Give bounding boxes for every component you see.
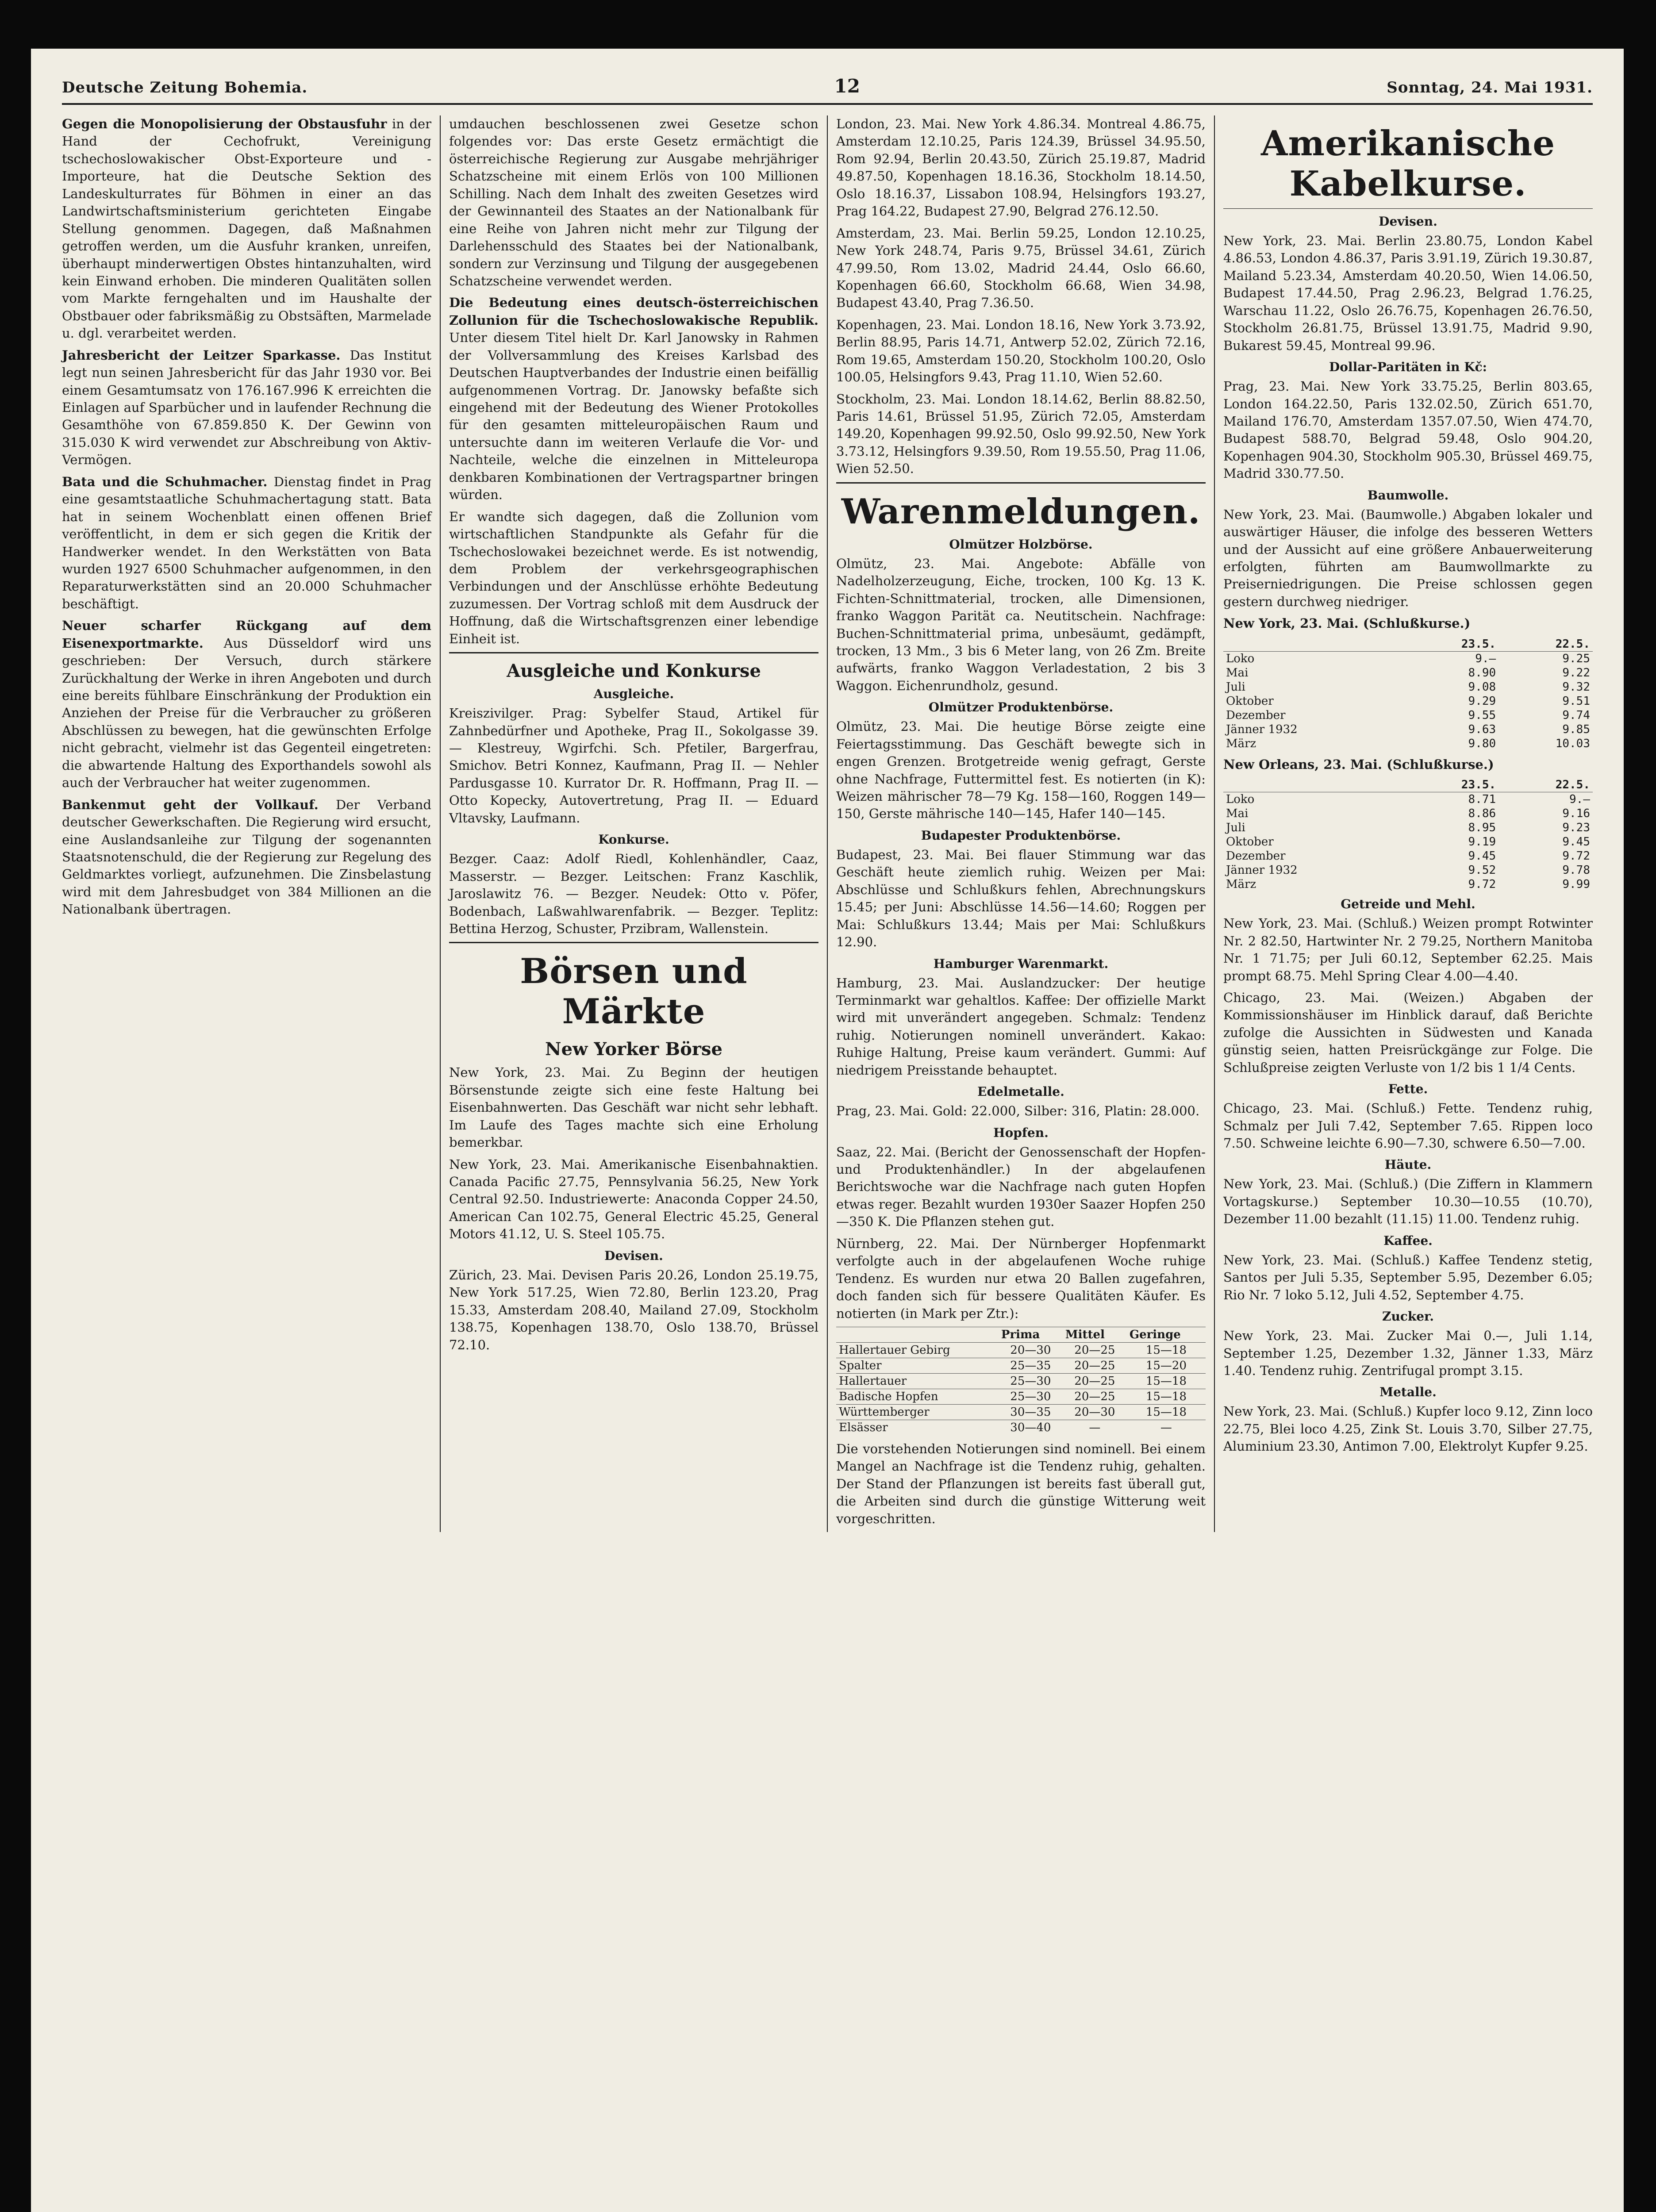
article-body: Olmütz, 23. Mai. Die heutige Börse zeigte eine Feiertagsstimmung. Das Geschäft bewegte sich in engen Grenzen. Brotgetreide wenig gefragt, Gerste ohne Nachfrage, Futtermittel fest. Es notierten (in K): Weizen mährischer 78—79 Kg. 158—160, Roggen 149—150, Gerste mährische 140—145, Hafer 140—145. <box>836 719 1206 822</box>
table-cell: Oktober <box>1226 694 1274 708</box>
table-cell: 20—30 <box>999 1342 1063 1358</box>
table-row <box>1223 722 1593 737</box>
article-body: Er wandte sich dagegen, daß die Zollunion vom wirtschaftlichen Standpunkte als Gefahr für die Tschechoslowakei bezeichnet werde. Es ist notwendig, dem Problem der verkehrsgeographischen Verbindungen und der Anschlüsse erhöhte Bedeutung zuzumessen. Der Vortrag schloß mit dem Ausdruck der Hoffnung, daß die Wirtschaftsgrenzen einer lebendige Einheit ist. <box>449 509 818 646</box>
table-cell: 20—25 <box>1063 1373 1127 1389</box>
table-row <box>1223 792 1593 807</box>
table-row <box>836 1342 1206 1358</box>
table-cell: 9.32 <box>1562 680 1590 694</box>
table-cell: 9.45 <box>1562 835 1590 849</box>
subsection-heading: Ausgleiche. <box>593 687 674 702</box>
article-body: London, 23. Mai. New York 4.86.34. Montreal 4.86.75, Amsterdam 12.10.25, Paris 124.39, Brüssel 34.95.50, Rom 92.94, Berlin 20.43.50, Zürich 25.19.87, Madrid 49.87.50, Kopenhagen 18.16.36, Stockholm 18.14.50, Oslo 18.16.37, Lissabon 108.94, Helsingfors 193.27, Prag 164.22, Budapest 27.90, Belgrad 276.12.50. <box>836 116 1206 219</box>
table-caption: New Orleans, 23. Mai. (Schlußkurse.) <box>1223 757 1494 772</box>
subsection-heading: Olmützer Holzbörse. <box>949 537 1093 552</box>
table-row <box>1223 666 1593 680</box>
article-lead: Gegen die Monopolisierung der Obstausfuhr <box>62 116 387 131</box>
table-cell: 9.23 <box>1562 821 1590 835</box>
article-body: New York, 23. Mai. (Schluß.) Kaffee Tendenz stetig, Santos per Juli 5.35, September 5.95, Dezember 6.05; Rio Nr. 7 loko 5.12, Juli 4.52, September 4.75. <box>1223 1252 1593 1302</box>
article <box>62 617 431 791</box>
subsection-heading: Devisen. <box>604 1248 663 1263</box>
column-2 <box>449 115 818 1532</box>
section-heading: Börsen und Märkte <box>520 951 748 1032</box>
table-header: 22.5. <box>1498 778 1593 792</box>
article <box>449 294 818 503</box>
article-body: umdauchen beschlossenen zwei Gesetze schon folgendes vor: Das erste Gesetz ermächtigt die österreichische Regierung zur Ausgabe mehrjähriger Schatzscheine mit einem Erlös von 100 Millionen Schilling. Nach dem Inhalt des zweiten Gesetzes wird der Gewinnanteil des Staates an der Nationalbank für eine Reihe von Jahren nicht mehr zur Tilgung der Darlehensschuld des Staates bei der Nationalbank, sondern zur Verzinsung und Tilgung der ausgegebenen Schatzscheine verwendet werden. <box>449 116 818 288</box>
table-row <box>1223 737 1593 751</box>
table-cell: Badische Hopfen <box>836 1389 999 1404</box>
table-cell: 9.72 <box>1468 878 1496 891</box>
table-cell: 9.51 <box>1562 694 1590 708</box>
table-cell: 15—18 <box>1127 1389 1206 1404</box>
table-cell: Hallertauer <box>836 1373 999 1389</box>
table-header: 23.5. <box>1404 637 1498 652</box>
article-body: Das Institut legt nun seinen Jahresbericht für das Jahr 1930 vor. Bei einem Gesamtumsatz von 176.167.996 K erreichten die Einlagen auf Sparbücher und in laufender Rechnung die Gesamthöhe von 67.859.850 K. Der Gewinn von 315.030 K wird verwendet zur Abschreibung von Aktiv-Vermögen. <box>62 347 432 468</box>
article-body: Stockholm, 23. Mai. London 18.14.62, Berlin 88.82.50, Paris 14.61, Brüssel 51.95, Zürich 72.05, Amsterdam 149.20, Kopenhagen 99.92.50, Oslo 99.92.50, New York 3.73.12, Helsingfors 9.39.50, Rom 19.55.50, Prag 11.06, Wien 52.50. <box>836 391 1206 476</box>
issue-date: Sonntag, 24. Mai 1931. <box>1387 79 1593 96</box>
table-header-row <box>1223 637 1593 652</box>
table-cell: 8.90 <box>1468 666 1496 680</box>
table-cell: 9.16 <box>1562 807 1590 821</box>
table-cell: 9.29 <box>1468 694 1496 708</box>
subsection-heading: Häute. <box>1384 1157 1432 1172</box>
article-body: Nürnberg, 22. Mai. Der Nürnberger Hopfenmarkt verfolgte auch in der abgelaufenen Woche ruhige Tendenz. Es wurden nur etwa 20 Ballen zugefahren, doch fanden sich für bessere Qualitäten Käufer. Es notierten (in Mark per Ztr.): <box>836 1236 1206 1321</box>
masthead <box>62 75 1593 105</box>
article <box>62 347 431 469</box>
table-cell: Dezember <box>1226 849 1286 863</box>
article-body: Der Verband deutscher Gewerkschaften. Die Regierung wird ersucht, eine Auslandsanleihe zur Tilgung der sogenannten Staatsnotenschuld, die der Regierung zur Regelung des Geldmarktes vorliegt, aufzunehmen. Die Zinsbelastung wird mit dem Jahresbudget von 384 Millionen an die Nationalbank übertragen. <box>62 797 431 917</box>
table-cell: 25—30 <box>999 1373 1063 1389</box>
subsection-heading: Baumwolle. <box>1367 488 1449 503</box>
cotton-neworleans-table <box>1223 778 1593 891</box>
table-cell: Mai <box>1226 807 1249 821</box>
page-number: 12 <box>834 75 860 97</box>
table-cell: 20—25 <box>1063 1342 1127 1358</box>
table-cell: Elsässer <box>836 1420 999 1435</box>
table-cell: 9.— <box>1475 652 1496 665</box>
article-body: Die vorstehenden Notierungen sind nominell. Bei einem Mangel an Nachfrage ist die Tendenz ruhig, gehalten. Der Stand der Pflanzungen ist bereits fast überall gut, die Arbeiten sind durch die günstige Witterung weit vorgeschritten. <box>836 1441 1206 1526</box>
article <box>62 796 431 918</box>
article-body: Aus Düsseldorf wird uns geschrieben: Der Versuch, durch stärkere Zurückhaltung der Werke in ihren Angeboten und durch eine bereits fühlbare Einschränkung der Produktion ein Anziehen der Preise für die Verbraucher zu größeren Abschlüssen zu bewegen, hat die gewünschten Erfolge nicht gebracht, vielmehr ist das Gegenteil eingetreten: die abwartende Haltung des Exporthandels sowohl als auch der Verbraucher hat weiter zugenommen. <box>62 635 431 791</box>
article-lead: Die Bedeutung eines deutsch-österreichischen Zollunion für die Tschechoslowakische Republik. <box>449 295 818 328</box>
article-body: New York, 23. Mai. (Baumwolle.) Abgaben lokaler und auswärtiger Häuser, die infolge des besseren Wetters und der Aussicht auf eine größere Anbauerweiterung erfolgten, führten am Baumwollmarkte zu Preiserniedrigungen. Die Preise schlossen gegen gestern durchweg niedriger. <box>1223 507 1593 609</box>
table-cell: Hallertauer Gebirg <box>836 1342 999 1358</box>
table-row <box>836 1373 1206 1389</box>
table-cell: 9.19 <box>1468 835 1496 849</box>
article-body: Olmütz, 23. Mai. Angebote: Abfälle von Nadelholzerzeugung, Eiche, trocken, 100 Kg. 13 K. Fichten-Schnittmaterial, trocken, alle Dimensionen, franko Waggon Parität ca. Neutitschein. Nachfrage: Buchen-Schnittmaterial prima, unbesäumt, gedämpft, trocken, 13 Mm., 3 bis 6 Meter lang, von 26 Zm. Breite aufwärts, franko Waggon Verladestation, 2 bis 3 Waggon. Eichenrundholz, gesund. <box>836 556 1206 693</box>
article-body: New York, 23. Mai. (Schluß.) Kupfer loco 9.12, Zinn loco 22.75, Blei loco 4.25, Zink St. Louis 3.70, Silber 27.75, Aluminium 23.30, Antimon 7.00, Elektrolyt Kupfer 9.25. <box>1223 1404 1593 1454</box>
article-lead: Neuer scharfer Rückgang auf dem Eisenexportmarkte. <box>62 618 431 651</box>
subsection-heading: Fette. <box>1388 1082 1428 1097</box>
article-body: Prag, 23. Mai. New York 33.75.25, Berlin 803.65, London 164.22.50, Paris 132.02.50, Zürich 651.70, Mailand 176.70, Amsterdam 1357.07.50, Wien 474.70, Budapest 588.70, Belgrad 59.48, Oslo 904.20, Kopenhagen 904.30, Stockholm 905.30, Brüssel 469.75, Madrid 330.77.50. <box>1223 379 1593 481</box>
table-cell: 9.52 <box>1468 864 1496 877</box>
article-body: Amsterdam, 23. Mai. Berlin 59.25, London 12.10.25, New York 248.74, Paris 9.75, Brüssel 34.61, Zürich 47.99.50, Rom 13.02, Madrid 24.44, Oslo 66.60, Kopenhagen 66.60, Stockholm 66.68, Wien 34.98, Budapest 43.40, Prag 7.36.50. <box>836 225 1206 311</box>
table-row <box>1223 708 1593 722</box>
table-cell: Dezember <box>1226 708 1286 722</box>
article-body: New York, 23. Mai. Zucker Mai 0.—, Juli 1.14, September 1.25, Dezember 1.32, Jänner 1.33, März 1.40. Tendenz ruhig. Zentrifugal prompt 3.15. <box>1223 1328 1593 1378</box>
table-header-row <box>836 1327 1206 1342</box>
table-cell: 30—35 <box>999 1404 1063 1420</box>
article-body: in der Hand der Cechofrukt, Vereinigung tschechoslowakischer Obst-Exporteure und -Importeure, hat die Deutsche Sektion des Landeskulturrates für Böhmen in einer an das Landwirtschaftsministerium gerichteten Eingabe Stellung genommen. Dagegen, daß Maßnahmen getroffen werden, um die Ausfuhr kranken, unreifen, überhaupt minderwertigen Obstes hintanzuhalten, wird kein Einwand erhoben. Die minderen Qualitäten sollen vom Markte ferngehalten und im Haushalte der Obstbauer oder fabriksmäßig zu Obstsäften, Marmelade u. dgl. verarbeitet werden. <box>62 116 431 341</box>
subsection-heading: Hamburger Warenmarkt. <box>933 956 1109 971</box>
divider <box>836 482 1206 484</box>
article-body: New York, 23. Mai. Zu Beginn der heutigen Börsenstunde zeigte sich eine feste Haltung bei Eisenbahnwerten. Das Geschäft war nicht sehr lebhaft. Im Laufe des Tages machte sich eine Erholung bemerkbar. <box>449 1065 818 1150</box>
table-caption: New York, 23. Mai. (Schlußkurse.) <box>1223 616 1471 631</box>
table-cell: Jänner 1932 <box>1226 722 1298 736</box>
table-cell: 20—30 <box>1063 1404 1127 1420</box>
column-3 <box>836 115 1206 1532</box>
table-cell: 8.71 <box>1468 793 1496 806</box>
hop-price-table <box>836 1327 1206 1435</box>
article-body: Budapest, 23. Mai. Bei flauer Stimmung war das Geschäft heute ziemlich ruhig. Weizen per Mai: Abschlüsse und Schlußkurs fehlen, Abrechnungskurs 15.45; per Juni: Abschlüsse 14.56—14.60; Roggen per Mai: Schlußkurs 13.44; Mais per Mai: Schlußkurs 12.90. <box>836 847 1206 950</box>
table-row <box>836 1420 1206 1435</box>
table-cell: 15—18 <box>1127 1373 1206 1389</box>
subsection-heading: Hopfen. <box>993 1125 1049 1140</box>
article-body: Saaz, 22. Mai. (Bericht der Genossenschaft der Hopfen- und Produktenhändler.) In der abgelaufenen Berichtswoche war die Nachfrage nach guten Hopfen etwas reger. Bezahlt wurden 1930er Saazer Hopfen 250—350 K. Die Pflanzen stehen gut. <box>836 1144 1206 1229</box>
table-cell: Loko <box>1226 793 1255 806</box>
table-row <box>1223 863 1593 877</box>
table-header: 23.5. <box>1404 778 1498 792</box>
newspaper-page <box>31 49 1624 2212</box>
table-row <box>836 1389 1206 1404</box>
article-body: Kreiszivilger. Prag: Sybelfer Staud, Artikel für Zahnbedürfner und Apotheke, Prag II., Sokolgasse 39. — Klestreuy, Wgirfchi. Sch. Pfetiler, Bargerfrau, Smichov. Betri Konnez, Kaufmann, Prag II. — Nehler Pardusgasse 10. Kurrator Dr. R. Hoffmann, Prag II. — Otto Kopecky, Autovertretung, Prag II. — Eduard Vltavsky, Laufmann. <box>449 706 818 826</box>
subsection-heading: Konkurse. <box>598 832 669 847</box>
table-row <box>1223 680 1593 694</box>
table-header <box>1223 637 1404 652</box>
section-heading: Warenmeldungen. <box>841 491 1201 532</box>
table-row <box>836 1404 1206 1420</box>
table-header: Prima <box>999 1327 1063 1342</box>
table-cell: 9.85 <box>1562 722 1590 736</box>
table-row <box>1223 877 1593 891</box>
table-cell: 20—25 <box>1063 1389 1127 1404</box>
table-cell: Loko <box>1226 652 1255 665</box>
table-cell: Mai <box>1226 666 1249 680</box>
table-cell: — <box>1127 1420 1206 1435</box>
article-lead: Bata und die Schuhmacher. <box>62 474 268 489</box>
columns <box>62 115 1593 1532</box>
table-row <box>1223 849 1593 863</box>
subsection-heading: Budapester Produktenbörse. <box>921 828 1121 843</box>
table-row <box>1223 651 1593 666</box>
divider <box>1223 208 1593 209</box>
article-body: New York, 23. Mai. (Schluß.) Weizen prompt Rotwinter Nr. 2 82.50, Hartwinter Nr. 2 79.25, Northern Manitoba Nr. 1 71.75; per Juli 60.12, September 62.25. Mais prompt 68.75. Mehl Spring Clear 4.00—4.40. <box>1223 916 1593 983</box>
subsection-heading: New Yorker Börse <box>545 1039 722 1060</box>
table-cell: Württemberger <box>836 1404 999 1420</box>
article-body: Prag, 23. Mai. Gold: 22.000, Silber: 316, Platin: 28.000. <box>836 1103 1200 1119</box>
article-body: New York, 23. Mai. Amerikanische Eisenbahnaktien. Canada Pacific 27.75, Pennsylvania 56.25, New York Central 92.50. Industriewerte: Anaconda Copper 24.50, American Can 102.75, General Electric 45.25, General Motors 41.12, U. S. Steel 105.75. <box>449 1156 818 1242</box>
article-lead: Jahresbericht der Leitzer Sparkasse. <box>62 347 341 363</box>
section-heading: Ausgleiche und Konkurse <box>507 661 761 682</box>
article-body: Dienstag findet in Prag eine gesamtstaatliche Schuhmachertagung statt. Bata hat in seinem Wochenblatt einen offenen Brief veröffentlicht, in dem er sich gegen die Kritik der Handwerker wendet. In den Werkstätten von Bata wurden 1927 6500 Schuhmacher aufgenommen, in den Reparaturwerkstätten sind an 20.000 Schuhmacher beschäftigt. <box>62 474 432 611</box>
subsection-heading: Metalle. <box>1379 1385 1437 1400</box>
table-cell: 9.08 <box>1468 680 1496 694</box>
table-cell: März <box>1226 737 1256 750</box>
table-cell: 8.86 <box>1468 807 1496 821</box>
table-cell: 15—18 <box>1127 1404 1206 1420</box>
table-cell: — <box>1063 1420 1127 1435</box>
article-body: Chicago, 23. Mai. (Weizen.) Abgaben der Kommissionshäuser im Hinblick darauf, daß Berichte zufolge die Aussichten in Südwesten und Kanada günstig seien, hatten Preisrückgänge zur Folge. Die Schlußpreise zeigten Verluste von 1/2 bis 1 1/4 Cents. <box>1223 990 1593 1075</box>
subsection-heading: Devisen. <box>1379 214 1437 229</box>
table-cell: 20—25 <box>1063 1358 1127 1373</box>
table-row <box>1223 806 1593 821</box>
article-body: Unter diesem Titel hielt Dr. Karl Janowsky in Rahmen der Vollversammlung des Kreises Karlsbad des Deutschen Hauptverbandes der Industrie einen beifällig aufgenommenen Vortrag. Dr. Janowsky befaßte sich eingehend mit der Bedeutung des Wiener Protokolles für den gesamten mitteleuropäischen Raum und untersuchte dann im weiteren Verlaufe die Vor- und Nachteile, welche die einzelnen in Mitteleuropa denkbaren Kombinationen der Vertragspartner bringen würden. <box>449 330 818 503</box>
table-cell: 9.45 <box>1468 849 1496 863</box>
table-row <box>1223 821 1593 835</box>
table-cell: 9.78 <box>1562 864 1590 877</box>
paper-title: Deutsche Zeitung Bohemia. <box>62 79 308 96</box>
table-cell: Oktober <box>1226 835 1274 849</box>
table-header: Mittel <box>1063 1327 1127 1342</box>
table-header-row <box>1223 778 1593 792</box>
table-cell: 9.99 <box>1562 878 1590 891</box>
article-body: Zürich, 23. Mai. Devisen Paris 20.26, London 25.19.75, New York 517.25, Wien 72.80, Berlin 123.20, Prag 15.33, Amsterdam 208.40, Mailand 27.09, Stockholm 138.75, Kopenhagen 138.70, Oslo 138.70, Brüssel 72.10. <box>449 1267 818 1352</box>
table-cell: 9.63 <box>1468 722 1496 736</box>
table-cell: 15—18 <box>1127 1342 1206 1358</box>
cotton-newyork-table <box>1223 637 1593 751</box>
table-cell: 9.80 <box>1468 737 1496 750</box>
article-body: Chicago, 23. Mai. (Schluß.) Fette. Tendenz ruhig, Schmalz per Juli 7.42, September 7.65. Rippen loco 7.50. Schweine leichte 6.90—7.30, schwere 6.50—7.00. <box>1223 1101 1593 1151</box>
article <box>62 115 431 342</box>
table-row <box>1223 835 1593 849</box>
subsection-heading: Kaffee. <box>1383 1233 1433 1248</box>
table-cell: 15—20 <box>1127 1358 1206 1373</box>
table-header: Geringe <box>1127 1327 1206 1342</box>
section-heading: Amerikanische Kabelkurse. <box>1260 123 1556 204</box>
column-4 <box>1223 115 1593 1532</box>
table-header <box>836 1327 999 1342</box>
article-body: Kopenhagen, 23. Mai. London 18.16, New York 3.73.92, Berlin 88.95, Paris 14.71, Antwerp 52.02, Zürich 72.16, Rom 19.65, Amsterdam 150.20, Stockholm 100.20, Oslo 100.05, Helsingfors 9.43, Prag 11.10, Wien 52.60. <box>836 317 1206 385</box>
divider <box>449 942 818 943</box>
table-cell: 9.— <box>1569 793 1590 806</box>
table-cell: 9.25 <box>1562 652 1590 665</box>
table-cell: 9.55 <box>1468 708 1496 722</box>
subsection-heading: Getreide und Mehl. <box>1341 897 1475 912</box>
subsection-heading: Olmützer Produktenbörse. <box>928 700 1114 715</box>
table-cell: 9.72 <box>1562 849 1590 863</box>
table-row <box>836 1358 1206 1373</box>
table-cell: 10.03 <box>1555 737 1590 750</box>
subsection-heading: Edelmetalle. <box>977 1084 1064 1099</box>
table-cell: Juli <box>1226 680 1245 694</box>
article-body: Hamburg, 23. Mai. Auslandzucker: Der heutige Terminmarkt war gehaltlos. Kaffee: Der offizielle Markt wird mit unverändert angegeben. Schmalz: Tendenz ruhig. Notierungen nominell unverändert. Kakao: Ruhige Haltung, Preise kaum verändert. Gummi: Auf niedrigem Preisstande behauptet. <box>836 975 1206 1078</box>
article <box>62 473 431 613</box>
table-cell: Jänner 1932 <box>1226 864 1298 877</box>
table-header: 22.5. <box>1498 637 1593 652</box>
table-header <box>1223 778 1404 792</box>
table-cell: 9.22 <box>1562 666 1590 680</box>
table-cell: Spalter <box>836 1358 999 1373</box>
article-body: Bezger. Caaz: Adolf Riedl, Kohlenhändler, Caaz, Masserstr. — Bezger. Leitschen: Franz Kaschlik, Jaroslawitz 76. — Bezger. Neudek: Otto v. Pöfer, Bodenbach, Laßwahlwarenfabrik. — Bezger. Teplitz: Bettina Herzog, Schuster, Przibram, Wallenstein. <box>449 851 818 936</box>
table-cell: März <box>1226 878 1256 891</box>
table-cell: 9.74 <box>1562 708 1590 722</box>
column-1 <box>62 115 431 1532</box>
table-cell: Juli <box>1226 821 1245 835</box>
subsection-heading: Dollar-Paritäten in Kč: <box>1329 360 1487 375</box>
article-lead: Bankenmut geht der Vollkauf. <box>62 797 319 812</box>
article-body: New York, 23. Mai. (Schluß.) (Die Ziffern in Klammern Vortagskurse.) September 10.30—10.55 (10.70), Dezember 11.00 bezahlt (11.15) 11.00. Tendenz ruhig. <box>1223 1176 1593 1227</box>
table-cell: 8.95 <box>1468 821 1496 835</box>
table-cell: 30—40 <box>999 1420 1063 1435</box>
table-row <box>1223 694 1593 708</box>
divider <box>449 652 818 653</box>
table-cell: 25—30 <box>999 1389 1063 1404</box>
article-body: New York, 23. Mai. Berlin 23.80.75, London Kabel 4.86.53, London 4.86.37, Paris 3.91.19, Zürich 19.30.87, Mailand 5.23.34, Amsterdam 40.20.50, Wien 14.06.50, Budapest 17.44.50, Prag 2.96.23, Belgrad 1.76.25, Warschau 11.22, Oslo 26.76.75, Kopenhagen 26.76.50, Stockholm 26.81.75, Brüssel 13.91.75, Madrid 9.90, Bukarest 59.45, Montreal 99.96. <box>1223 233 1593 353</box>
table-cell: 25—35 <box>999 1358 1063 1373</box>
subsection-heading: Zucker. <box>1382 1309 1434 1324</box>
